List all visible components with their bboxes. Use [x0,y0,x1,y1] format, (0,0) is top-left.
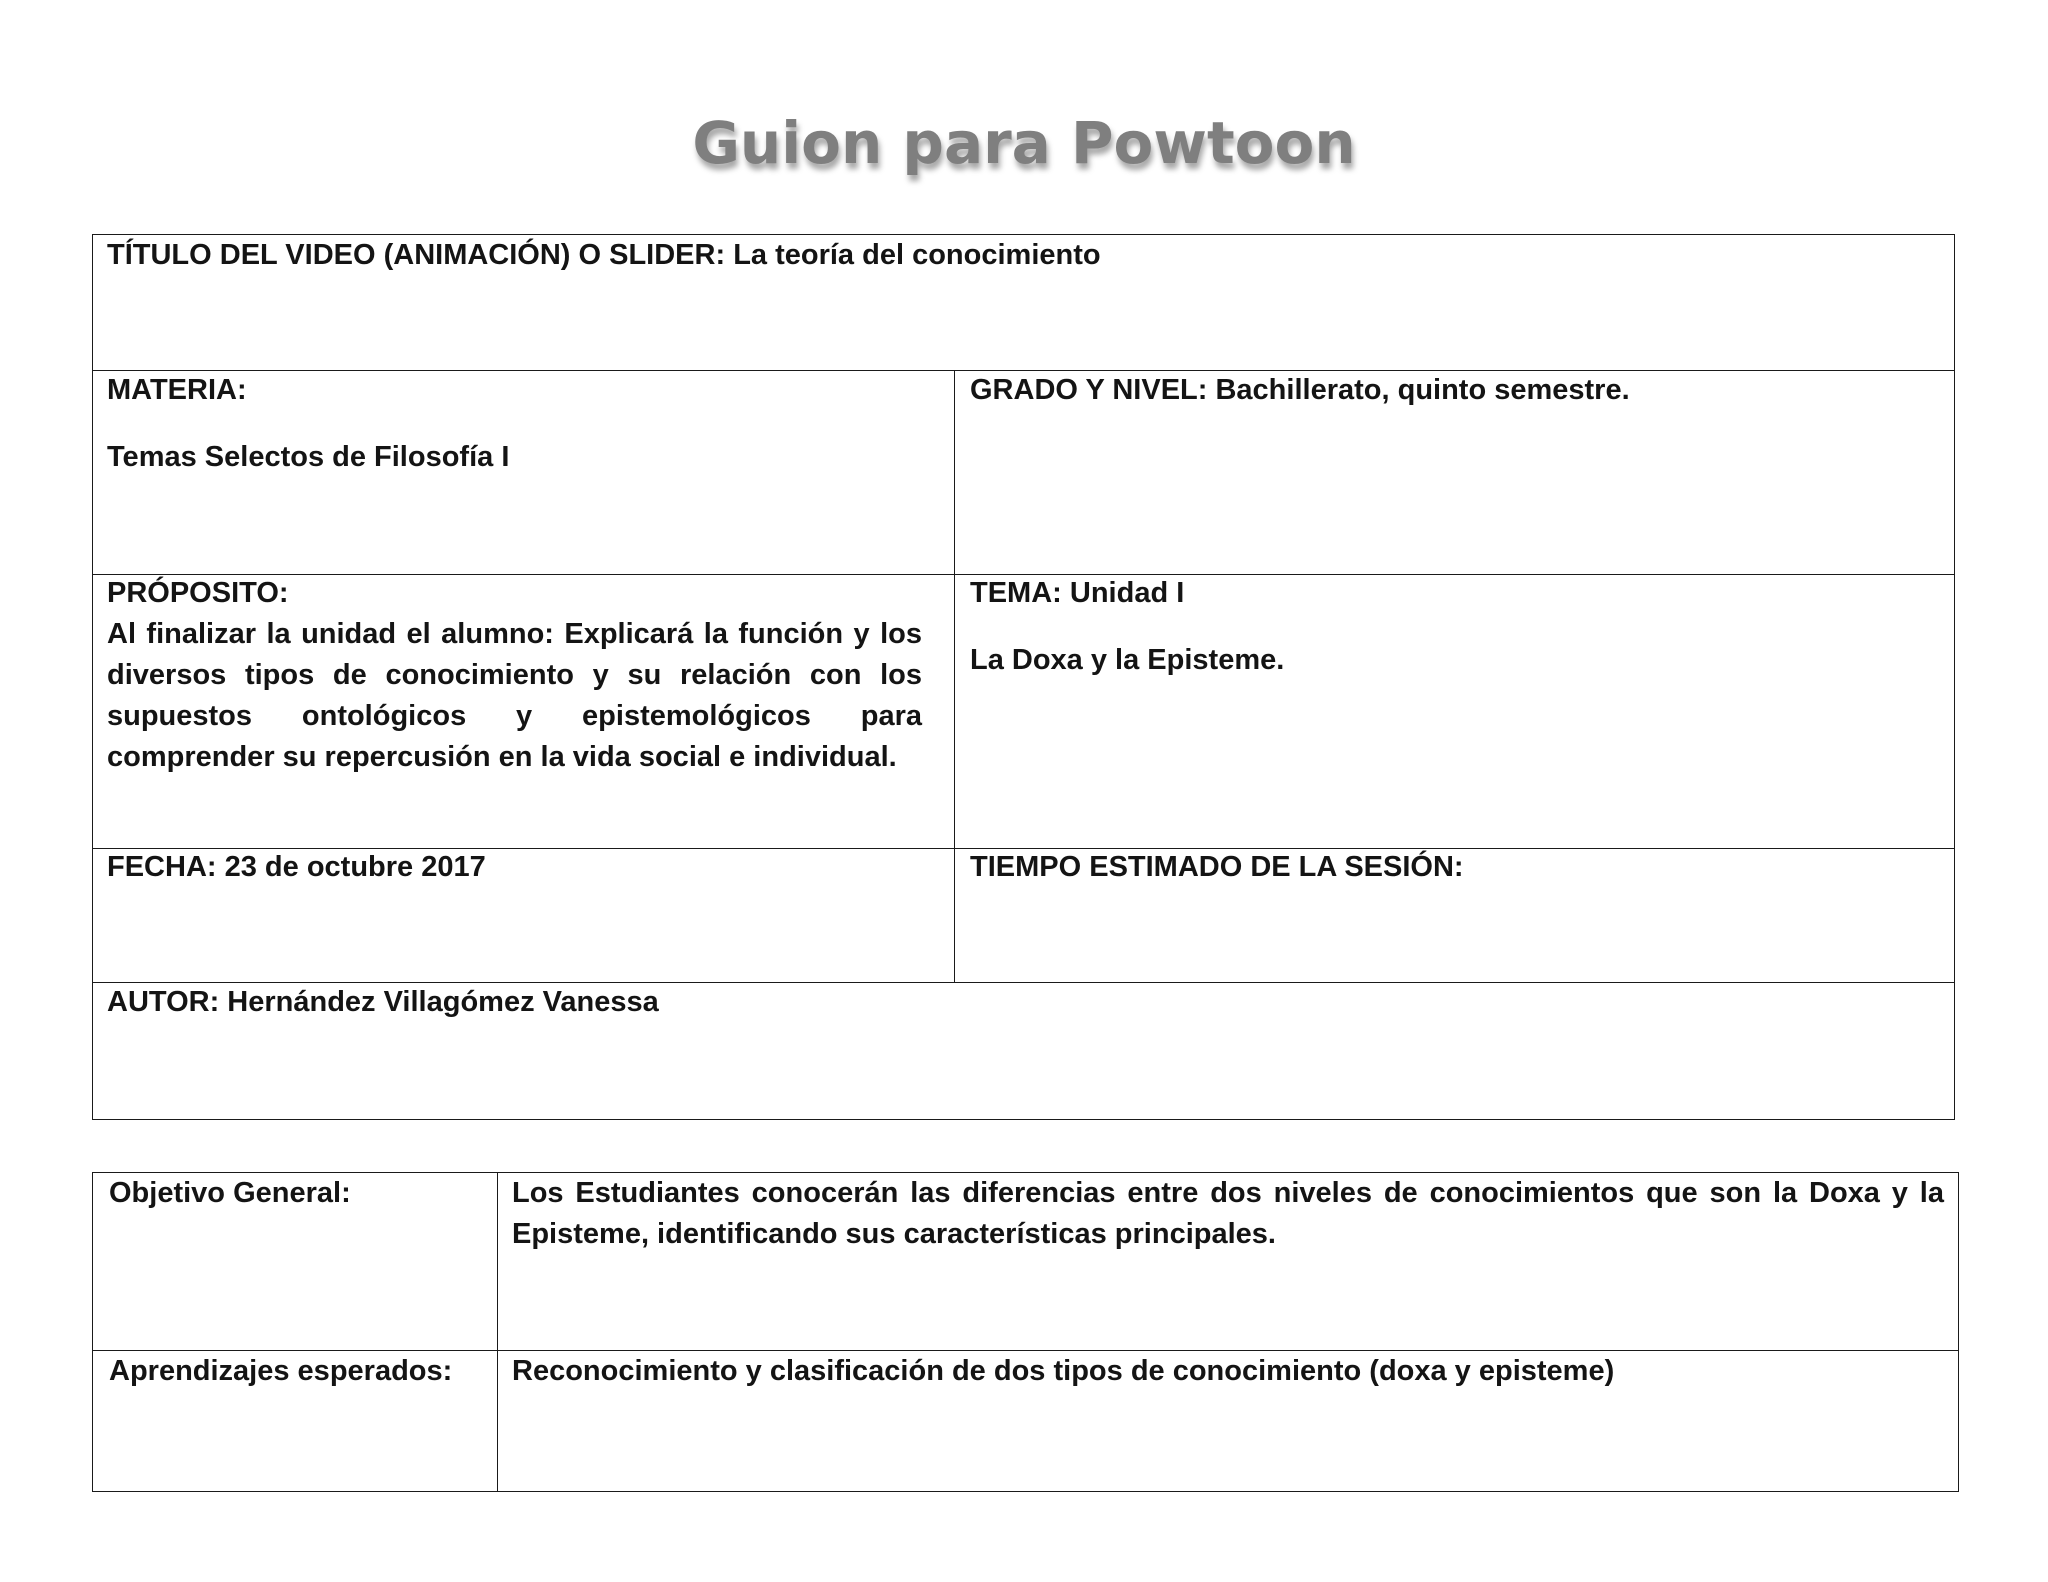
date-value: 23 de octubre 2017 [224,851,486,883]
topic-value: Unidad I [1069,577,1185,609]
grade-level-label: GRADO Y NIVEL: [970,374,1208,406]
subject-value: Temas Selectos de Filosofía I [107,441,510,473]
purpose-value: Al finalizar la unidad el alumno: Explicará la función y los diversos tipos de conocimiento y su relación con los supuestos ontológicos y epistemológicos para comprender su repercusión en la vida social e individual. [107,618,922,773]
info-table-column-divider [954,370,955,982]
date-cell [107,847,937,888]
video-title-label: TÍTULO DEL VIDEO (ANIMACIÓN) O SLIDER: [107,239,726,271]
general-objective-label [109,1173,489,1214]
expected-learning-value-text: Reconocimiento y clasificación de dos tipos de conocimiento (doxa y episteme) [512,1355,1615,1387]
grade-level-value: Bachillerato, quinto semestre. [1215,374,1630,406]
general-objective-value-text: Los Estudiantes conocerán las diferencias entre dos niveles de conocimientos que son la Doxa y la Episteme, identificando sus características principales. [512,1177,1944,1250]
subject-label: MATERIA: [107,374,247,406]
topic-detail: La Doxa y la Episteme. [970,644,1285,676]
general-objective-value [512,1173,1944,1255]
grade-level-cell [970,370,1940,411]
objectives-table-column-divider [497,1172,498,1492]
session-time-label: TIEMPO ESTIMADO DE LA SESIÓN: [970,851,1464,883]
expected-learning-label-text: Aprendizajes esperados: [109,1355,453,1387]
author-value: Hernández Villagómez Vanessa [227,986,659,1018]
general-objective-label-text: Objetivo General: [109,1177,351,1209]
date-label: FECHA: [107,851,217,883]
topic-cell [970,573,1940,681]
session-time-cell [970,847,1940,888]
document-title: Guion para Powtoon [692,109,1356,177]
video-title-value: La teoría del conocimiento [733,239,1101,271]
author-label: AUTOR: [107,986,220,1018]
subject-cell [107,370,937,478]
expected-learning-value [512,1351,1944,1392]
video-title-cell [107,235,1937,276]
topic-label: TEMA: [970,577,1062,609]
author-cell [107,982,1937,1023]
purpose-cell [107,573,922,778]
purpose-label: PRÓPOSITO: [107,577,289,609]
expected-learning-label [109,1351,494,1392]
